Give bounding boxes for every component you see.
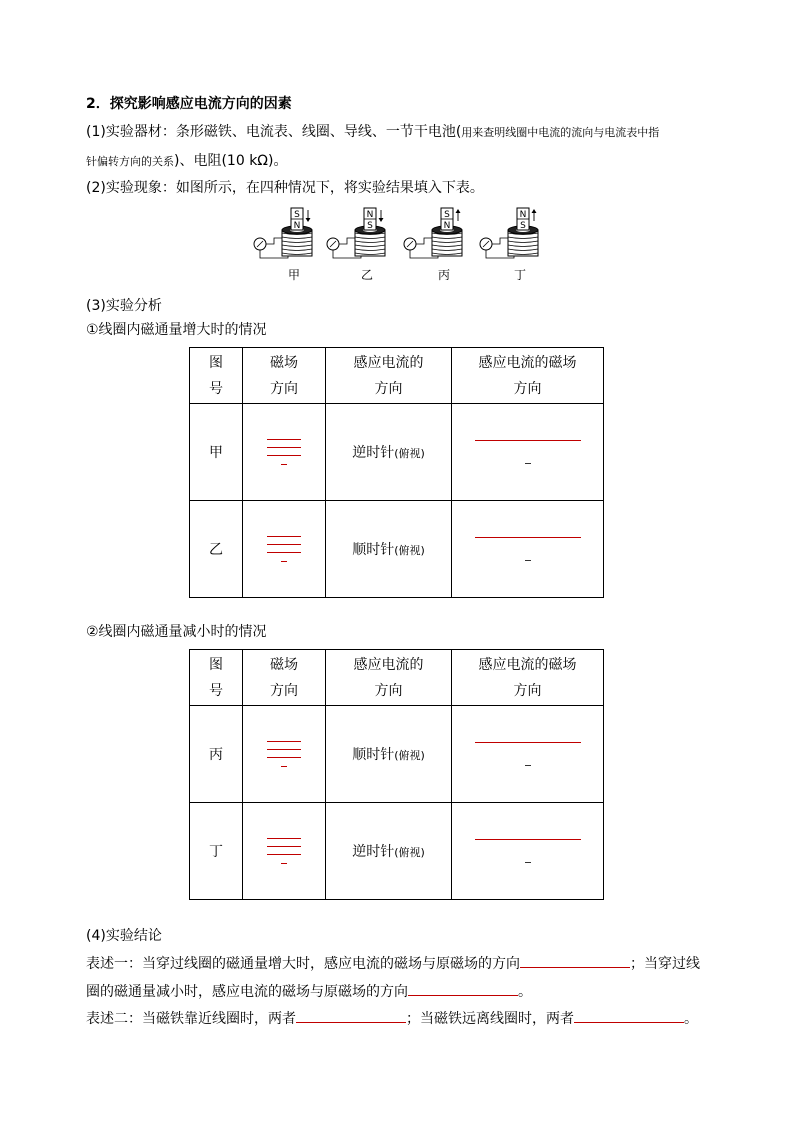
field-direction-blank[interactable] — [243, 706, 326, 803]
header-induced-field-direction: 感应电流的磁场 方向 — [452, 650, 604, 706]
header-current-direction: 感应电流的 方向 — [326, 348, 452, 404]
magnet-pole-bottom: N — [443, 221, 451, 231]
conclusion-line-3: 表述二：当磁铁靠近线圈时，两者 ；当磁铁远离线圈时，两者 。 — [86, 1008, 698, 1029]
coil-setup-4 — [480, 208, 538, 282]
conclusion-line-1: 表述一：当穿过线圈的磁通量增大时，感应电流的磁场与原磁场的方向 ；当穿过线 — [86, 953, 700, 974]
row-label: 乙 — [190, 501, 243, 598]
table-flux-decrease — [189, 649, 604, 900]
phenomenon-text: (2)实验现象：如图所示，在四种情况下，将实验结果填入下表。 — [86, 180, 484, 196]
figure-label: 乙 — [360, 268, 374, 282]
field-direction-blank[interactable] — [243, 803, 326, 900]
header-current-direction: 感应电流的 方向 — [326, 650, 452, 706]
table-row — [190, 706, 604, 803]
experiment-figure — [250, 204, 550, 284]
table-row — [190, 404, 604, 501]
conclusion-blank-4[interactable] — [574, 1008, 684, 1023]
equipment-note-2: 针偏转方向的关系 — [86, 155, 174, 168]
table-header-row — [190, 348, 604, 404]
conclusion-blank-1[interactable] — [520, 953, 630, 968]
field-direction-blank[interactable] — [243, 404, 326, 501]
header-induced-field-direction: 感应电流的磁场 方向 — [452, 348, 604, 404]
row-label: 丁 — [190, 803, 243, 900]
conclusion-blank-3[interactable] — [296, 1008, 406, 1023]
coil-setup-3 — [404, 208, 462, 282]
magnet-pole-bottom: S — [520, 221, 526, 231]
current-direction-cell: 顺时针(俯视) — [326, 501, 452, 598]
figure-label: 丁 — [513, 268, 527, 282]
magnet-pole-bottom: N — [293, 221, 301, 231]
figure-label: 甲 — [287, 268, 301, 282]
header-field-direction: 磁场 方向 — [243, 650, 326, 706]
header-field-direction: 磁场 方向 — [243, 348, 326, 404]
case2-title: ②线圈内磁通量减小时的情况 — [86, 624, 267, 640]
section-heading: 2．探究影响感应电流方向的因素 — [86, 96, 292, 112]
header-figure-no: 图 号 — [190, 650, 243, 706]
row-label: 甲 — [190, 404, 243, 501]
magnet-pole-top: N — [366, 210, 374, 220]
magnet-pole-bottom: S — [367, 221, 373, 231]
table-row — [190, 803, 604, 900]
coil-setup-1 — [254, 208, 312, 282]
current-direction-cell: 顺时针(俯视) — [326, 706, 452, 803]
current-direction-cell: 逆时针(俯视) — [326, 404, 452, 501]
induced-field-blank[interactable] — [452, 501, 604, 598]
magnet-pole-top: S — [294, 210, 300, 220]
row-label: 丙 — [190, 706, 243, 803]
equipment-line — [86, 122, 659, 143]
table-header-row — [190, 650, 604, 706]
table-flux-increase — [189, 347, 604, 598]
analysis-title: (3)实验分析 — [86, 298, 162, 314]
field-direction-blank[interactable] — [243, 501, 326, 598]
figure-label: 丙 — [437, 268, 451, 282]
table-row — [190, 501, 604, 598]
equipment-text-2: )、电阻(10 kΩ)。 — [174, 153, 288, 169]
induced-field-blank[interactable] — [452, 404, 604, 501]
current-direction-cell: 逆时针(俯视) — [326, 803, 452, 900]
induced-field-blank[interactable] — [452, 706, 604, 803]
conclusion-blank-2[interactable] — [408, 981, 518, 996]
induced-field-blank[interactable] — [452, 803, 604, 900]
magnet-pole-top: N — [519, 210, 527, 220]
magnet-pole-top: S — [444, 210, 450, 220]
equipment-line-2 — [86, 151, 287, 172]
conclusion-line-2: 圈的磁通量减小时，感应电流的磁场与原磁场的方向 。 — [86, 981, 532, 1002]
equipment-text: (1)实验器材：条形磁铁、电流表、线圈、导线、一节干电池( — [86, 124, 462, 140]
equipment-note: 用来查明线圈中电流的流向与电流表中指 — [461, 126, 660, 139]
header-figure-no: 图 号 — [190, 348, 243, 404]
coil-setup-2 — [327, 208, 385, 282]
case1-title: ①线圈内磁通量增大时的情况 — [86, 322, 267, 338]
conclusion-title: (4)实验结论 — [86, 928, 162, 944]
